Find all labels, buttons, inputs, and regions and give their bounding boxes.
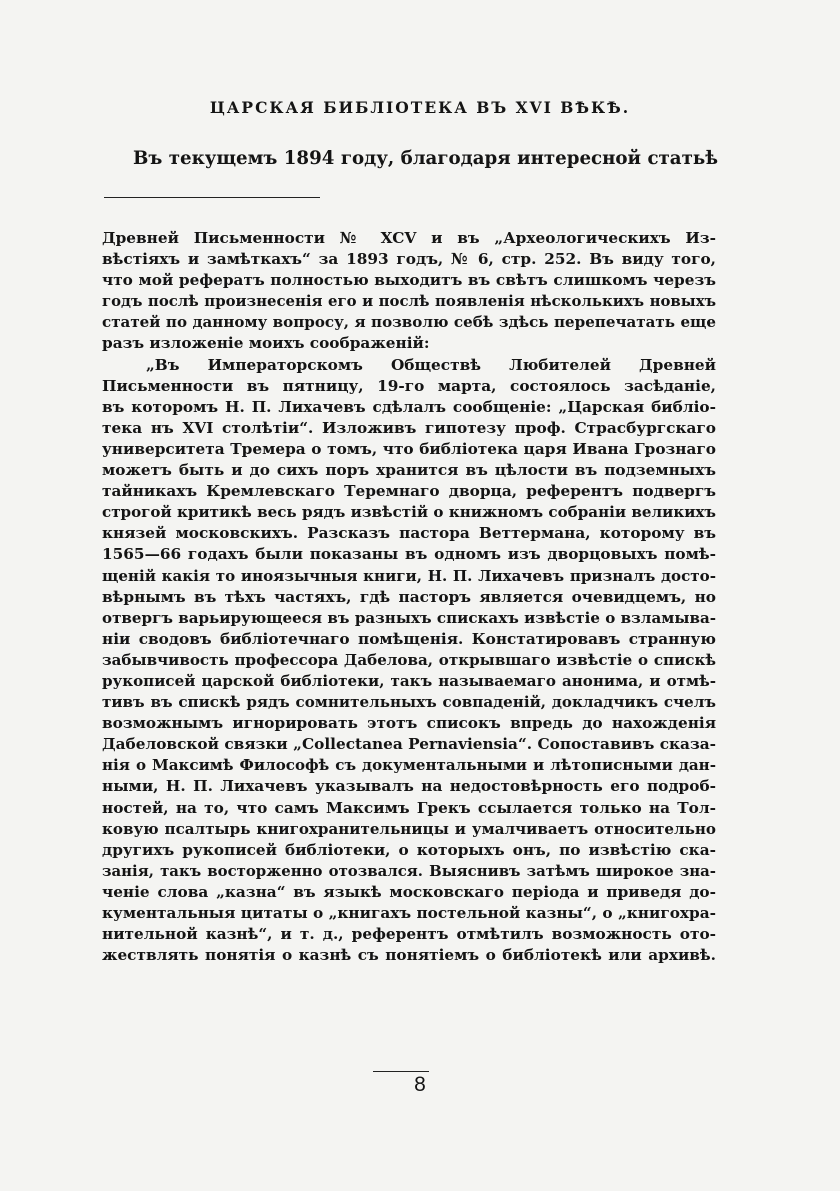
footnote-block xyxy=(102,228,716,966)
main-text-line: Въ текущемъ 1894 году, благодаря интересной статьѣ xyxy=(133,148,718,169)
footnote-line: вѣстiяхъ и замѣткахъ“ за 1893 годъ, № 6, стр. 252. Въ виду того, xyxy=(102,250,716,269)
footnote-line: нительной казнѣ“, и т. д., референтъ отмѣтилъ возможность ото- xyxy=(102,925,716,944)
footnote-line: жествлять понятiя о казнѣ съ понятiемъ о библiотекѣ или архивѣ. xyxy=(102,946,716,965)
footnote-line: строгой критикѣ весь рядъ извѣстiй о книжномъ собранiи великихъ xyxy=(102,503,716,522)
footnote-line: тека нъ XVI столѣтiи“. Изложивъ гипотезу проф. Страсбургскаго xyxy=(102,418,716,437)
footnote-line: щенiй какiя то иноязычныя книги, Н. П. Лихачевъ призналъ досто- xyxy=(102,566,716,585)
footnote-line: отвергъ варьирующееся въ разныхъ спискахъ извѣстiе о взламыва- xyxy=(102,608,716,627)
running-title: ЦАРСКАЯ БИБЛIОТЕКА ВЪ XVI ВѢКѢ. xyxy=(209,98,631,117)
footnote-line: въ которомъ Н. П. Лихачевъ сдѣлалъ сообщенiе: „Царская библio- xyxy=(102,397,716,416)
footnote-line: ченiе слова „казна“ въ языкѣ московскаго перiода и приведя до- xyxy=(102,882,716,901)
footnote-line: Древней Письменности № XCV и въ „Археологическихъ Из- xyxy=(102,229,716,247)
footnote-line: разъ изложенiе моихъ соображенiй: xyxy=(102,334,430,353)
footnote-line: можетъ быть и до сихъ поръ хранится въ цѣлости въ подземныхъ xyxy=(102,461,716,480)
footnote-line: годъ послѣ произнесенiя его и послѣ появленiя нѣсколькихъ новыхъ xyxy=(102,292,716,311)
footnote-line: другихъ рукописей библiотеки, о которыхъ онъ, по извѣстiю ска- xyxy=(102,840,716,859)
footnote-line: Дабеловской связки „Collectanea Pernaviensia“. Сопоставивъ сказа- xyxy=(102,735,716,754)
footnote-line: тайникахъ Кремлевскаго Теремнаго дворца, референтъ подвергъ xyxy=(102,482,716,501)
footnote-line: нiи сводовъ библiотечнаго помѣщенiя. Констатировавъ странную xyxy=(102,629,716,648)
page-number-rule xyxy=(373,1071,429,1072)
footnote-line: кументальныя цитаты о „книгахъ постельной казны“, о „книгохра- xyxy=(102,904,716,922)
footnote-line: „Въ Императорскомъ Обществѣ Любителей Древней xyxy=(146,355,716,374)
footnote-line: ными, Н. П. Лихачевъ указывалъ на недостовѣрность его подроб- xyxy=(102,777,716,796)
page-number: 8 xyxy=(414,1073,426,1096)
footnote-line: ковую псалтырь книгохранительницы и умалчиваетъ относительно xyxy=(102,819,716,838)
footnote-separator xyxy=(104,197,320,198)
footnote-line: университета Тремера о томъ, что библiотека царя Ивана Грознаго xyxy=(102,439,716,458)
footnote-line: Письменности въ пятницу, 19-го марта, состоялось засѣданiе, xyxy=(102,376,716,395)
footnote-line: забывчивость профессора Дабелова, открывшаго извѣстiе о спискѣ xyxy=(102,650,716,669)
footnote-line: что мой рефератъ полностью выходитъ въ свѣтъ слишкомъ черезъ xyxy=(102,271,716,290)
footnote-line: занiя, такъ восторженно отозвался. Выяснивъ затѣмъ широкое зна- xyxy=(102,861,716,880)
footnote-line: возможнымъ игнорировать этотъ списокъ впредь до нахожденiя xyxy=(102,714,716,733)
footnote-line: князей московскихъ. Разсказъ пастора Веттермана, которому въ xyxy=(102,524,716,543)
footnote-line: статей по данному вопросу, я позволю себѣ здѣсь перепечатать еще xyxy=(102,313,716,332)
footnote-line: 1565—66 годахъ были показаны въ одномъ изъ дворцовыхъ помѣ- xyxy=(102,545,716,564)
footnote-line: нiя о Максимѣ Философѣ съ документальными и лѣтописными дан- xyxy=(102,756,716,775)
footnote-line: рукописей царской библiотеки, такъ называемаго анонима, и отмѣ- xyxy=(102,671,716,690)
footnote-line: тивъ въ спискѣ рядъ сомнительныхъ совпаденiй, докладчикъ счелъ xyxy=(102,693,716,712)
footnote-line: вѣрнымъ въ тѣхъ частяхъ, гдѣ пасторъ является очевидцемъ, но xyxy=(102,587,716,606)
footnote-line: ностей, на то, что самъ Максимъ Грекъ ссылается только на Тол- xyxy=(102,798,716,817)
